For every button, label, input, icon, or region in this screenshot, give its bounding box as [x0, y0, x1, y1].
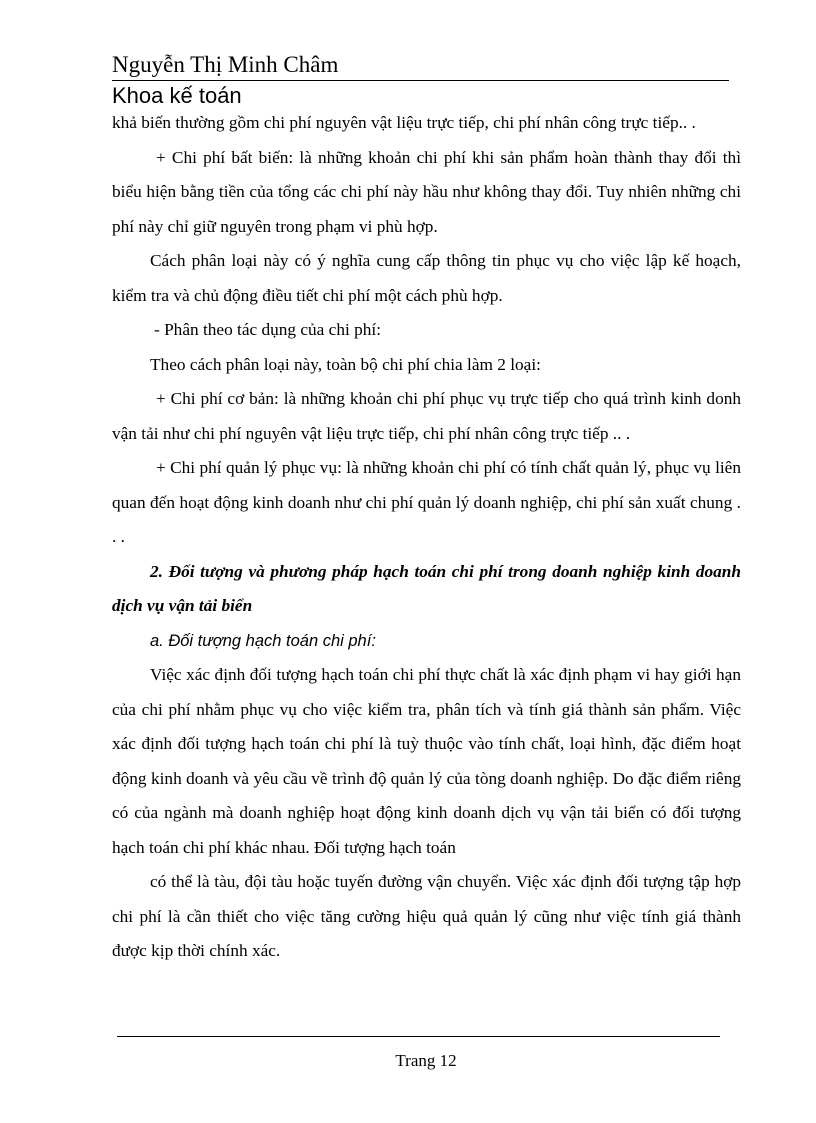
header-author: Nguyễn Thị Minh Châm — [112, 52, 339, 77]
paragraph-classification-meaning: Cách phân loại này có ý nghĩa cung cấp thông tin phục vụ cho việc lập kế hoạch, kiểm tra và chủ động điều tiết chi phí một cách phù hợp. — [112, 251, 741, 305]
paragraph-cost-object: Việc xác định đối tượng hạch toán chi phí thực chất là xác định phạm vi hay giới hạn của chi phí nhằm phục vụ cho việc kiểm tra, phân tích và tính giá thành sản phẩm. Việc xác định đối tượng hạch toán chi phí là tuỳ thuộc vào tính chất, loại hình, đặc điểm hoạt động kinh doanh và yêu cầu về trình độ quản lý của tòng doanh nghiệp. Do đặc điểm riêng có của ngành mà doanh nghiệp hoạt động kinh doanh dịch vụ vận tải biển có đối tượng hạch toán chi phí khác nhau. Đối tượng hạch toán — [112, 665, 741, 857]
paragraph-management-cost: + Chi phí quản lý phục vụ: là những khoản chi phí có tính chất quản lý, phục vụ liên quan đến hoạt động kinh doanh như chi phí quản lý doanh nghiệp, chi phí sản xuất chung . . . — [112, 458, 741, 546]
paragraph-cost-object-continued: có thể là tàu, đội tàu hoặc tuyến đường vận chuyển. Việc xác định đối tượng tập hợp chi phí là cần thiết cho việc tăng cường hiệu quả quản lý cũng như việc tính giá thành được kịp thời chính xác. — [112, 872, 741, 960]
paragraph-fixed-cost: + Chi phí bất biến: là những khoản chi phí khi sản phẩm hoàn thành thay đổi thì biểu hiện bằng tiền của tổng các chi phí này hầu như không thay đổi. Tuy nhiên những chi phí này chỉ giữ nguyên trong phạm vi phù hợp. — [112, 147, 741, 236]
footer-divider — [117, 1036, 720, 1037]
subheading-a: a. Đối tượng hạch toán chi phí: — [150, 631, 376, 650]
page-number: Trang 12 — [395, 1051, 457, 1070]
paragraph-classify-by-function: - Phân theo tác dụng của chi phí: — [154, 320, 381, 339]
paragraph-variable-cost-continued: khả biến thường gồm chi phí nguyên vật liệu trực tiếp, chi phí nhân công trực tiếp.. . — [112, 113, 696, 132]
paragraph-two-types: Theo cách phân loại này, toàn bộ chi phí chia làm 2 loại: — [150, 354, 541, 374]
header-department: Khoa kế toán — [112, 83, 242, 108]
paragraph-basic-cost: + Chi phí cơ bản: là những khoản chi phí phục vụ trực tiếp cho quá trình kinh donh vận tải như chi phí nguyên vật liệu trực tiếp, chi phí nhân công trực tiếp .. . — [112, 389, 741, 443]
section-heading-2: 2. Đối tượng và phương pháp hạch toán chi phí trong doanh nghiệp kinh doanh dịch vụ vận tải biển — [112, 561, 741, 615]
header-divider — [112, 80, 729, 81]
document-body — [112, 106, 741, 969]
